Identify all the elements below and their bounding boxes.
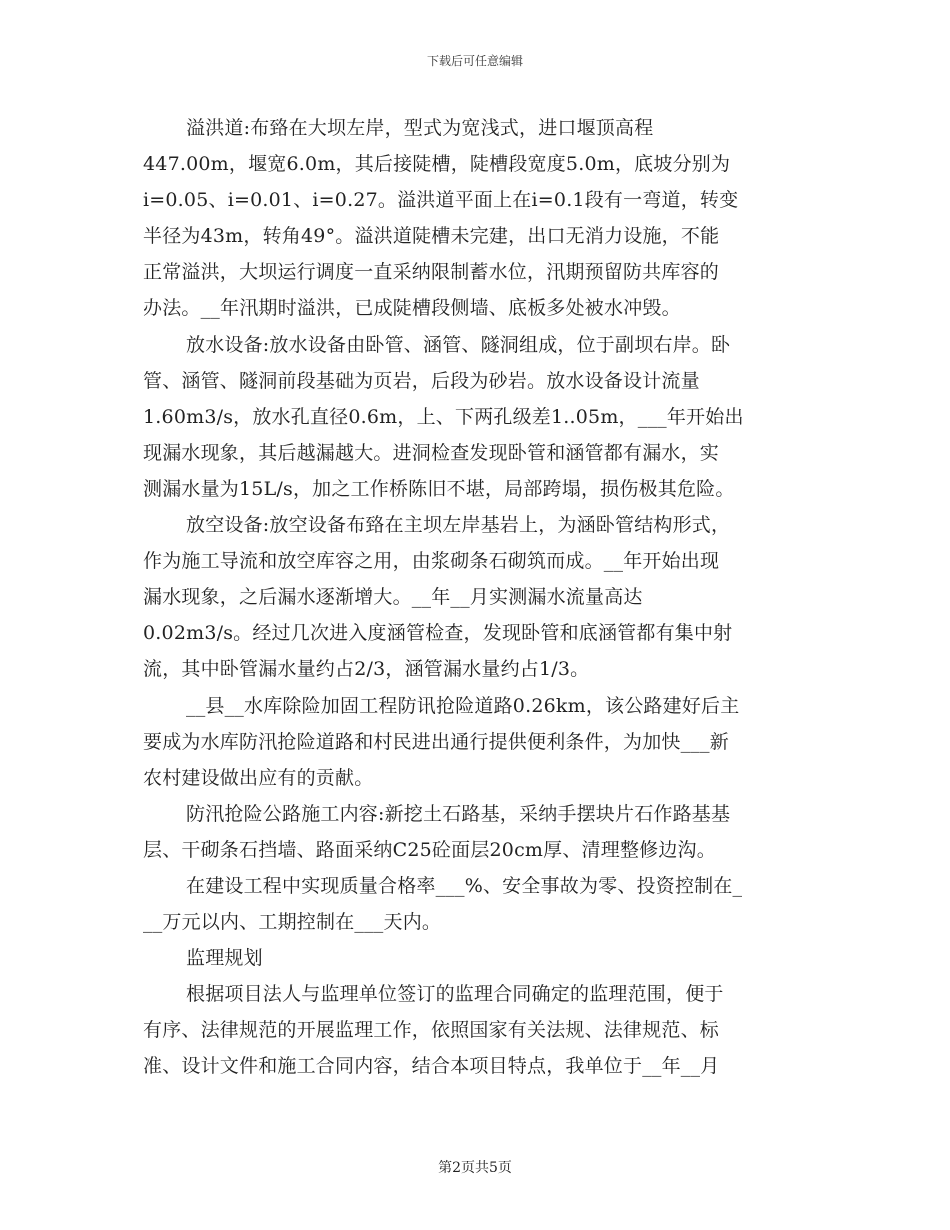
outlet-facility-paragraph [143, 327, 803, 507]
text-line: 有序、法律规范的开展监理工作，依照国家有关法规、法律规范、标 [143, 1019, 720, 1042]
text-line: 溢洪道:布臵在大坝左岸，型式为宽浅式，进口堰顶高程 [186, 117, 654, 139]
text-line: 现漏水现象，其后越漏越大。进洞检查发现卧管和涵管都有漏水，实 [143, 441, 720, 464]
spillway-paragraph [143, 110, 803, 327]
emptying-facility-paragraph [143, 507, 803, 687]
text-line: 层、干砌条石挡墙、路面采纳C25砼面层20cm厚、清理整修边沟。 [143, 838, 716, 861]
road-construction-paragraph [143, 796, 803, 868]
text-line: 农村建设做出应有的贡献。 [143, 766, 374, 789]
document-body [143, 110, 803, 1085]
text-line: 办法。__年汛期时溢洪，已成陡槽段侧墙、底板多处被水冲毁。 [143, 297, 681, 320]
text-line: 447.00m，堰宽6.0m，其后接陡槽，陡槽段宽度5.0m，底坡分别为 [143, 153, 731, 176]
text-line: __县__水库除险加固工程防讯抢险道路0.26km，该公路建好后主 [186, 694, 740, 717]
text-line: 半径为43m，转角49°。溢洪道陡槽未完建，出口无消力设施，不能 [143, 225, 720, 248]
text-line: 准、设计文件和施工合同内容，结合本项目特点，我单位于__年__月 [143, 1055, 720, 1078]
supervision-paragraph [143, 976, 803, 1084]
road-paragraph [143, 688, 803, 796]
page-number-footer: 第2页共5页 [438, 1160, 512, 1176]
text-line: 管、涵管、隧洞前段基础为页岩，后段为砂岩。放水设备设计流量 [143, 369, 700, 392]
text-line: 根据项目法人与监理单位签订的监理合同确定的监理范围，便于 [186, 983, 724, 1006]
text-line: 1.60m3/s，放水孔直径0.6m，上、下两孔级差1..05m，___年开始出 [143, 405, 744, 428]
supervision-heading [143, 940, 803, 976]
text-line: 正常溢洪，大坝运行调度一直采纳限制蓄水位，汛期预留防共库容的 [143, 261, 720, 284]
text-line: 作为施工导流和放空库容之用，由浆砌条石砌筑而成。__年开始出现 [143, 550, 720, 573]
text-line: i=0.05、i=0.01、i=0.27。溢洪道平面上在i=0.1段有一弯道，转变 [143, 189, 739, 212]
text-line: __万元以内、工期控制在___天内。 [143, 911, 442, 934]
targets-paragraph [143, 868, 803, 940]
text-line: 防汛抢险公路施工内容:新挖土石路基，采纳手摆块片石作路基基 [186, 802, 731, 825]
text-line: 放水设备:放水设备由卧管、涵管、隧洞组成，位于副坝右岸。卧 [186, 333, 731, 356]
text-line: 放空设备:放空设备布臵在主坝左岸基岩上，为涵卧管结构形式， [186, 514, 731, 537]
text-line: 测漏水量为15L/s，加之工作桥陈旧不堪，局部跨塌，损伤极其危险。 [143, 477, 735, 500]
section-heading: 监理规划 [186, 947, 263, 970]
text-line: 0.02m3/s。经过几次进入度涵管检查，发现卧管和底涵管都有集中射 [143, 622, 733, 645]
text-line: 在建设工程中实现质量合格率___%、安全事故为零、投资控制在_ [186, 874, 743, 897]
page-header: 下载后可任意编辑 [426, 54, 523, 68]
text-line: 流，其中卧管漏水量约占2/3，涵管漏水量约占1/3。 [143, 658, 590, 681]
text-line: 要成为水库防汛抢险道路和村民进出通行提供便利条件，为加快___新 [143, 730, 729, 753]
text-line: 漏水现象，之后漏水逐渐增大。__年__月实测漏水流量高达 [143, 586, 643, 609]
